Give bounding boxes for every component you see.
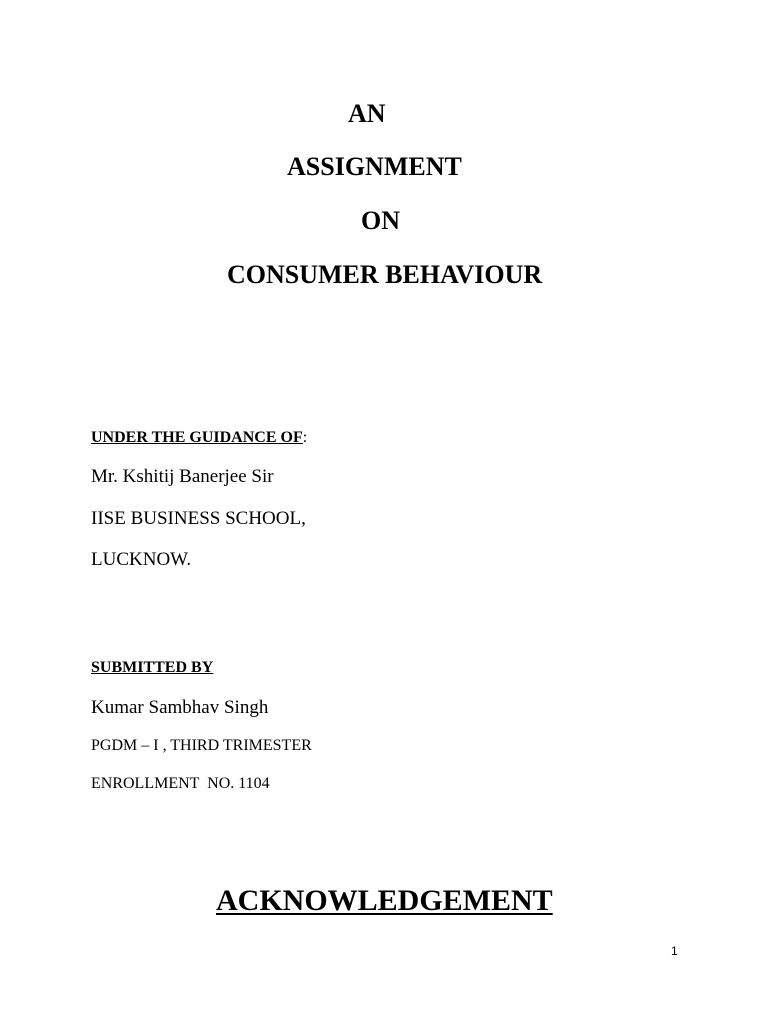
guide-name: Mr. Kshitij Banerjee Sir	[91, 466, 274, 487]
student-enrollment: ENROLLMENT NO. 1104	[91, 775, 270, 792]
page-number: 1	[671, 944, 678, 958]
title-line-an: AN	[348, 99, 386, 128]
guidance-heading	[91, 430, 307, 446]
acknowledgement-heading: ACKNOWLEDGEMENT	[216, 884, 553, 917]
student-name: Kumar Sambhav Singh	[91, 697, 269, 718]
guide-school: IISE BUSINESS SCHOOL,	[91, 508, 306, 529]
title-line-on: ON	[361, 206, 400, 235]
submitted-heading	[91, 660, 213, 676]
guide-city: LUCKNOW.	[91, 549, 192, 570]
guidance-heading-text: UNDER THE GUIDANCE OF	[91, 429, 303, 446]
title-line-assignment: ASSIGNMENT	[287, 152, 462, 181]
title-line-subject: CONSUMER BEHAVIOUR	[227, 260, 543, 289]
guidance-heading-colon: :	[302, 429, 308, 446]
submitted-heading-text: SUBMITTED BY	[91, 659, 214, 676]
student-program: PGDM – I , THIRD TRIMESTER	[91, 737, 312, 754]
